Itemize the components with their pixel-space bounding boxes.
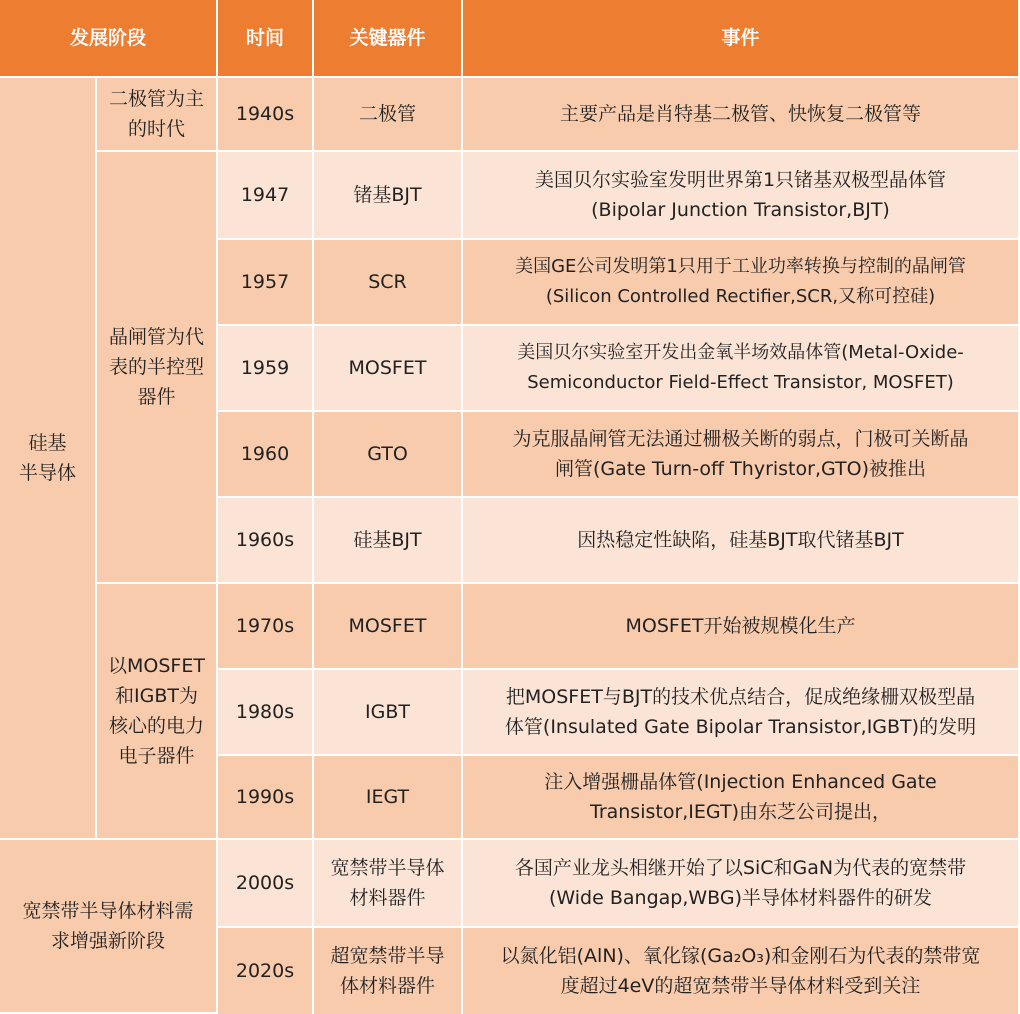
row-event: MOSFET开始被规模化生产: [463, 584, 1020, 670]
row-time: 1970s: [218, 584, 314, 670]
row-event: 为克服晶闸管无法通过栅极关断的弱点，门极可关断晶 闸管(Gate Turn-off Thyristor,GTO)被推出: [463, 412, 1020, 498]
row-event: 注入增强栅晶体管(Injection Enhanced Gate Transistor,IEGT)由东芝公司提出，: [463, 756, 1020, 840]
stage-wide-bandgap: 宽禁带半导体材料需 求增强新阶段: [0, 840, 218, 1014]
row-device: 硅基BJT: [314, 498, 463, 584]
row-time: 1960: [218, 412, 314, 498]
row-time: 1960s: [218, 498, 314, 584]
row-time: 1990s: [218, 756, 314, 840]
header-device: 关键器件: [314, 0, 463, 78]
row-event: 美国贝尔实验室发明世界第1只锗基双极型晶体管 (Bipolar Junction Transistor,BJT): [463, 152, 1020, 240]
row-event: 以氮化铝(AlN)、氧化镓(Ga₂O₃)和金刚石为代表的禁带宽 度超过4eV的超宽禁带半导体材料受到关注: [463, 928, 1020, 1014]
row-time: 1980s: [218, 670, 314, 756]
stage-thyristor: 晶闸管为代 表的半控型 器件: [97, 152, 218, 584]
row-device: MOSFET: [314, 326, 463, 412]
stage-mosfet-igbt: 以MOSFET 和IGBT为 核心的电力 电子器件: [97, 584, 218, 840]
header-stage: 发展阶段: [0, 0, 218, 78]
header-event: 事件: [463, 0, 1020, 78]
stage-diode-era: 二极管为主 的时代: [97, 78, 218, 152]
row-device: IEGT: [314, 756, 463, 840]
row-device: 宽禁带半导体 材料器件: [314, 840, 463, 928]
row-device: IGBT: [314, 670, 463, 756]
row-time: 2000s: [218, 840, 314, 928]
row-event: 美国贝尔实验室开发出金氧半场效晶体管(Metal-Oxide- Semiconductor Field-Effect Transistor, MOSFET): [463, 326, 1020, 412]
row-event: 把MOSFET与BJT的技术优点结合，促成绝缘栅双极型晶 体管(Insulated Gate Bipolar Transistor,IGBT)的发明: [463, 670, 1020, 756]
row-device: 锗基BJT: [314, 152, 463, 240]
row-event: 主要产品是肖特基二极管、快恢复二极管等: [463, 78, 1020, 152]
row-event: 各国产业龙头相继开始了以SiC和GaN为代表的宽禁带 (Wide Bangap,WBG)半导体材料器件的研发: [463, 840, 1020, 928]
row-device: 超宽禁带半导 体材料器件: [314, 928, 463, 1014]
header-time: 时间: [218, 0, 314, 78]
row-time: 1947: [218, 152, 314, 240]
row-device: 二极管: [314, 78, 463, 152]
row-event: 美国GE公司发明第1只用于工业功率转换与控制的晶闸管 (Silicon Controlled Rectifier,SCR,又称可控硅): [463, 240, 1020, 326]
row-event: 因热稳定性缺陷，硅基BJT取代锗基BJT: [463, 498, 1020, 584]
row-time: 1959: [218, 326, 314, 412]
row-device: SCR: [314, 240, 463, 326]
row-time: 1940s: [218, 78, 314, 152]
row-time: 2020s: [218, 928, 314, 1014]
stage-silicon: 硅基 半导体: [0, 78, 97, 840]
row-device: GTO: [314, 412, 463, 498]
row-time: 1957: [218, 240, 314, 326]
row-device: MOSFET: [314, 584, 463, 670]
